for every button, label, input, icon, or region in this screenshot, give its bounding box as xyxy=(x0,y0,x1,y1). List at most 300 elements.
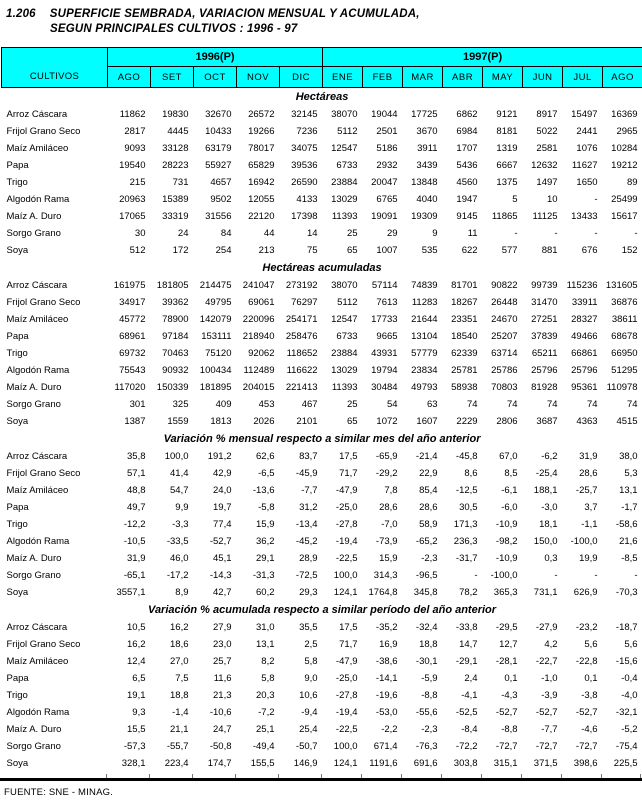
value-cell: -96,5 xyxy=(415,569,438,581)
value-cell: 2229 xyxy=(456,415,478,427)
value-cell: 15389 xyxy=(162,193,189,205)
value-cell: 65829 xyxy=(248,159,275,171)
crop-label: Algodón Rama xyxy=(6,193,70,205)
value-cell: 254 xyxy=(215,244,232,256)
value-cell: -12,5 xyxy=(455,484,478,496)
crop-label: Sorgo Grano xyxy=(6,569,61,581)
value-cell: 38,0 xyxy=(619,450,638,462)
value-cell: 142079 xyxy=(199,313,232,325)
value-cell: 45772 xyxy=(119,313,146,325)
value-cell: 81928 xyxy=(531,381,558,393)
crop-label: Frijol Grano Seco xyxy=(6,296,81,308)
value-cell: 6667 xyxy=(496,159,518,171)
value-cell: -10,6 xyxy=(209,706,232,718)
value-cell: 453 xyxy=(258,398,275,410)
value-cell: - xyxy=(514,227,518,239)
source-note: FUENTE: SNE - MINAG. xyxy=(4,786,114,798)
value-cell: 5186 xyxy=(376,142,398,154)
value-cell: 13029 xyxy=(331,193,358,205)
table-row xyxy=(2,208,642,225)
table-row xyxy=(2,482,642,499)
crop-label: Algodón Rama xyxy=(6,706,70,718)
value-cell: 5,3 xyxy=(624,467,638,479)
value-cell: 131605 xyxy=(605,279,638,291)
value-cell: 1375 xyxy=(496,176,518,188)
value-cell: -38,6 xyxy=(375,655,398,667)
crop-label: Maíz A. Duro xyxy=(6,381,62,393)
value-cell: 3439 xyxy=(416,159,438,171)
value-cell: 36876 xyxy=(611,296,638,308)
value-cell: 36,2 xyxy=(256,535,275,547)
value-cell: 65 xyxy=(346,244,358,256)
value-cell: 4363 xyxy=(576,415,598,427)
value-cell: -19,6 xyxy=(375,689,398,701)
value-cell: 25 xyxy=(346,398,358,410)
column-tick xyxy=(322,774,362,778)
value-cell: 37839 xyxy=(531,330,558,342)
value-cell: 9665 xyxy=(376,330,398,342)
crop-label: Maíz Amiláceo xyxy=(6,313,69,325)
value-cell: 1707 xyxy=(456,142,478,154)
value-cell: 19,1 xyxy=(127,689,146,701)
value-cell: 254171 xyxy=(285,313,318,325)
value-cell: 6765 xyxy=(376,193,398,205)
column-tick xyxy=(107,774,150,778)
value-cell: 2817 xyxy=(124,125,146,137)
value-cell: 24670 xyxy=(491,313,518,325)
value-cell: 24,0 xyxy=(213,484,232,496)
table-row xyxy=(2,328,642,345)
value-cell: 3,7 xyxy=(584,501,598,513)
value-cell: 21644 xyxy=(411,313,438,325)
value-cell: 10 xyxy=(546,193,558,205)
value-cell: 25207 xyxy=(491,330,518,342)
value-cell: 9,0 xyxy=(304,672,318,684)
value-cell: 220096 xyxy=(242,313,275,325)
value-cell: 21,6 xyxy=(619,535,638,547)
section-title-row xyxy=(2,601,642,619)
value-cell: 32670 xyxy=(205,108,232,120)
value-cell: 20047 xyxy=(371,176,398,188)
value-cell: 6733 xyxy=(336,330,358,342)
value-cell: 19044 xyxy=(371,108,398,120)
value-cell: -52,7 xyxy=(495,706,518,718)
value-cell: -45,8 xyxy=(455,450,478,462)
value-cell: -30,1 xyxy=(415,655,438,667)
value-cell: 512 xyxy=(129,244,146,256)
table-row xyxy=(2,687,642,704)
value-cell: 5,8 xyxy=(304,655,318,667)
value-cell: 78,2 xyxy=(459,586,478,598)
value-cell: 39536 xyxy=(291,159,318,171)
value-cell: 3911 xyxy=(417,142,438,154)
value-cell: 30 xyxy=(134,227,146,239)
value-cell: 28,9 xyxy=(299,552,318,564)
value-cell: 15497 xyxy=(571,108,598,120)
value-cell: 236,3 xyxy=(453,535,478,547)
value-cell: -75,4 xyxy=(615,740,638,752)
table-row xyxy=(2,670,642,687)
section-title-row xyxy=(2,259,642,277)
value-cell: 118652 xyxy=(286,347,318,359)
value-cell: 35,8 xyxy=(127,450,146,462)
value-cell: 25786 xyxy=(491,364,518,376)
value-cell: -7,2 xyxy=(258,706,275,718)
value-cell: 150,0 xyxy=(533,535,558,547)
value-cell: -72,2 xyxy=(455,740,478,752)
value-cell: -1,1 xyxy=(581,518,598,530)
value-cell: -32,1 xyxy=(615,706,638,718)
value-cell: 314,3 xyxy=(373,569,398,581)
value-cell: 5436 xyxy=(456,159,478,171)
value-cell: 69061 xyxy=(248,296,275,308)
value-cell: 75120 xyxy=(205,347,232,359)
value-cell: -47,9 xyxy=(335,484,358,496)
value-cell: 76297 xyxy=(291,296,318,308)
value-cell: 19,9 xyxy=(579,552,598,564)
year-header-1997: 1997(P) xyxy=(323,48,642,67)
value-cell: 89 xyxy=(627,176,638,188)
value-cell: 4040 xyxy=(416,193,438,205)
crop-label: Trigo xyxy=(6,518,28,530)
value-cell: 43931 xyxy=(371,347,398,359)
value-cell: 19266 xyxy=(248,125,275,137)
value-cell: -18,7 xyxy=(615,621,638,633)
value-cell: 622 xyxy=(461,244,478,256)
value-cell: -53,0 xyxy=(375,706,398,718)
value-cell: 30,5 xyxy=(459,501,478,513)
crop-label: Maíz Amiláceo xyxy=(6,142,69,154)
column-ticks xyxy=(1,774,641,778)
table-row xyxy=(2,516,642,533)
value-cell: 9093 xyxy=(124,142,146,154)
page-title-line1 xyxy=(6,7,642,22)
value-cell: 181805 xyxy=(156,279,189,291)
value-cell: 152 xyxy=(621,244,638,256)
value-cell: 16,2 xyxy=(127,638,146,650)
value-cell: 223,4 xyxy=(164,757,189,769)
value-cell: -13,4 xyxy=(295,518,318,530)
value-cell: 13433 xyxy=(571,210,598,222)
value-cell: 9121 xyxy=(496,108,518,120)
value-cell: 90822 xyxy=(491,279,518,291)
value-cell: - xyxy=(594,227,598,239)
value-cell: 26448 xyxy=(491,296,518,308)
value-cell: -32,4 xyxy=(415,621,438,633)
value-cell: 33911 xyxy=(571,296,598,308)
value-cell: 4133 xyxy=(296,193,318,205)
value-cell: -3,0 xyxy=(541,501,558,513)
value-cell: -70,3 xyxy=(615,586,638,598)
value-cell: -55,7 xyxy=(166,740,189,752)
value-cell: 75543 xyxy=(119,364,146,376)
value-cell: 1191,6 xyxy=(369,757,398,769)
value-cell: 3670 xyxy=(416,125,438,137)
value-cell: 18,1 xyxy=(539,518,558,530)
value-cell: 18267 xyxy=(451,296,478,308)
value-cell: 23884 xyxy=(331,347,358,359)
value-cell: -50,8 xyxy=(209,740,232,752)
value-cell: -33,8 xyxy=(455,621,478,633)
value-cell: 9502 xyxy=(210,193,232,205)
value-cell: 17065 xyxy=(119,210,146,222)
value-cell: 258476 xyxy=(285,330,318,342)
value-cell: 241047 xyxy=(242,279,275,291)
table-row xyxy=(2,448,642,465)
value-cell: -31,3 xyxy=(252,569,275,581)
value-cell: 63 xyxy=(426,398,438,410)
month-header: JUL xyxy=(563,67,603,88)
value-cell: -3,9 xyxy=(541,689,558,701)
value-cell: 19794 xyxy=(371,364,398,376)
value-cell: 66861 xyxy=(571,347,598,359)
month-header: SET xyxy=(151,67,194,88)
value-cell: 26590 xyxy=(291,176,318,188)
value-cell: 2965 xyxy=(616,125,638,137)
month-header: DIC xyxy=(280,67,323,88)
value-cell: 161975 xyxy=(113,279,146,291)
value-cell: -55,6 xyxy=(415,706,438,718)
crop-label: Maíz A. Duro xyxy=(6,210,62,222)
value-cell: 58938 xyxy=(451,381,478,393)
value-cell: 33319 xyxy=(162,210,189,222)
table-row xyxy=(2,465,642,482)
value-cell: 11862 xyxy=(119,108,146,120)
value-cell: -29,5 xyxy=(495,621,518,633)
value-cell: 14 xyxy=(306,227,318,239)
value-cell: -72,7 xyxy=(495,740,518,752)
value-cell: -33,5 xyxy=(166,535,189,547)
value-cell: 204015 xyxy=(242,381,275,393)
value-cell: 33128 xyxy=(162,142,189,154)
table-row xyxy=(2,721,642,738)
value-cell: 7,5 xyxy=(175,672,189,684)
value-cell: 34075 xyxy=(291,142,318,154)
value-cell: 84 xyxy=(220,227,232,239)
value-cell: -4,3 xyxy=(501,689,518,701)
column-tick xyxy=(1,774,107,778)
value-cell: - xyxy=(594,569,598,581)
column-tick xyxy=(150,774,193,778)
value-cell: 58,9 xyxy=(419,518,438,530)
value-cell: 3687 xyxy=(536,415,558,427)
value-cell: 12,4 xyxy=(127,655,146,667)
value-cell: 5022 xyxy=(536,125,558,137)
column-tick xyxy=(602,774,641,778)
value-cell: 116622 xyxy=(286,364,318,376)
value-cell: 1947 xyxy=(456,193,478,205)
crop-label: Sorgo Grano xyxy=(6,740,61,752)
value-cell: 12055 xyxy=(248,193,275,205)
section-title: Hectáreas xyxy=(295,91,349,104)
month-header: AGO xyxy=(603,67,642,88)
value-cell: 46,0 xyxy=(170,552,189,564)
value-cell: 10284 xyxy=(611,142,638,154)
value-cell: -22,5 xyxy=(335,723,358,735)
value-cell: -7,7 xyxy=(541,723,558,735)
value-cell: 214475 xyxy=(199,279,232,291)
value-cell: 691,6 xyxy=(413,757,438,769)
value-cell: - xyxy=(554,227,558,239)
value-cell: 31,0 xyxy=(256,621,275,633)
value-cell: 2932 xyxy=(376,159,398,171)
crop-label: Maíz A. Duro xyxy=(6,723,62,735)
value-cell: 23,0 xyxy=(213,638,232,650)
value-cell: 25,4 xyxy=(299,723,318,735)
table-header xyxy=(2,48,642,88)
value-cell: 70463 xyxy=(162,347,189,359)
value-cell: 66950 xyxy=(611,347,638,359)
value-cell: 16942 xyxy=(248,176,275,188)
value-cell: 5112 xyxy=(337,125,358,137)
value-cell: 325 xyxy=(172,398,189,410)
value-cell: -14,1 xyxy=(375,672,398,684)
value-cell: 20963 xyxy=(119,193,146,205)
value-cell: -5,2 xyxy=(621,723,638,735)
value-cell: 5,8 xyxy=(261,672,275,684)
value-cell: -52,7 xyxy=(575,706,598,718)
crop-label: Papa xyxy=(6,330,29,342)
value-cell: 74 xyxy=(506,398,518,410)
value-cell: -3,8 xyxy=(581,689,598,701)
crop-label: Trigo xyxy=(6,176,28,188)
value-cell: 20,3 xyxy=(256,689,275,701)
month-header: ENE xyxy=(323,67,363,88)
value-cell: 8,6 xyxy=(464,467,478,479)
month-header: MAY xyxy=(483,67,523,88)
value-cell: 124,1 xyxy=(333,586,358,598)
value-cell: 2581 xyxy=(536,142,558,154)
value-cell: -31,7 xyxy=(455,552,478,564)
value-cell: 11627 xyxy=(571,159,598,171)
value-cell: 1813 xyxy=(210,415,232,427)
value-cell: -15,6 xyxy=(615,655,638,667)
value-cell: 62,6 xyxy=(256,450,275,462)
value-cell: -8,5 xyxy=(621,552,638,564)
value-cell: -22,5 xyxy=(335,552,358,564)
column-tick xyxy=(522,774,562,778)
value-cell: 10,5 xyxy=(127,621,146,633)
section-title-row xyxy=(2,430,642,448)
value-cell: 25,1 xyxy=(256,723,275,735)
value-cell: 626,9 xyxy=(573,586,598,598)
title-block xyxy=(0,0,642,37)
value-cell: 124,1 xyxy=(333,757,358,769)
value-cell: -50,7 xyxy=(295,740,318,752)
crop-label: Frijol Grano Seco xyxy=(6,125,81,137)
crop-label: Soya xyxy=(6,244,29,256)
value-cell: -12,2 xyxy=(123,518,146,530)
value-cell: 69732 xyxy=(119,347,146,359)
value-cell: 12547 xyxy=(331,313,358,325)
value-cell: 4657 xyxy=(210,176,232,188)
crop-label: Maíz A. Duro xyxy=(6,552,62,564)
value-cell: 17,5 xyxy=(339,450,358,462)
crop-label: Trigo xyxy=(6,347,28,359)
section-title: Variación % mensual respecto a similar mes del año anterior xyxy=(163,433,481,445)
value-cell: -49,4 xyxy=(252,740,275,752)
value-cell: 7613 xyxy=(376,296,398,308)
value-cell: 13848 xyxy=(411,176,438,188)
table-row xyxy=(2,413,642,430)
value-cell: -4,6 xyxy=(581,723,598,735)
value-cell: 19830 xyxy=(162,108,189,120)
column-tick xyxy=(402,774,442,778)
month-header: ABR xyxy=(443,67,483,88)
value-cell: - xyxy=(474,569,478,581)
crop-label: Papa xyxy=(6,672,29,684)
value-cell: 9145 xyxy=(456,210,478,222)
value-cell: 19212 xyxy=(611,159,638,171)
value-cell: 77,4 xyxy=(213,518,232,530)
value-cell: 13,1 xyxy=(619,484,638,496)
value-cell: -72,7 xyxy=(575,740,598,752)
table-row xyxy=(2,567,642,584)
value-cell: 273192 xyxy=(285,279,318,291)
value-cell: -10,9 xyxy=(495,518,518,530)
value-cell: 13,1 xyxy=(256,638,275,650)
value-cell: 29,3 xyxy=(299,586,318,598)
value-cell: 8181 xyxy=(496,125,518,137)
value-cell: 71,7 xyxy=(339,467,358,479)
value-cell: 213 xyxy=(258,244,275,256)
value-cell: 146,9 xyxy=(293,757,318,769)
value-cell: 24 xyxy=(177,227,189,239)
value-cell: 35,5 xyxy=(299,621,318,633)
value-cell: 24,7 xyxy=(213,723,232,735)
value-cell: 27,0 xyxy=(170,655,189,667)
value-cell: 7,8 xyxy=(384,484,398,496)
table-row xyxy=(2,584,642,601)
value-cell: 1387 xyxy=(124,415,146,427)
value-cell: 38611 xyxy=(611,313,638,325)
value-cell: 55927 xyxy=(205,159,232,171)
section-title: Hectáreas acumuladas xyxy=(262,262,382,274)
value-cell: -65,2 xyxy=(415,535,438,547)
value-cell: 16369 xyxy=(611,108,638,120)
value-cell: - xyxy=(634,569,638,581)
value-cell: 100434 xyxy=(199,364,232,376)
value-cell: -1,0 xyxy=(541,672,558,684)
value-cell: -8,8 xyxy=(501,723,518,735)
crop-label: Sorgo Grano xyxy=(6,227,61,239)
value-cell: 0,1 xyxy=(584,672,598,684)
value-cell: 577 xyxy=(501,244,518,256)
value-cell: 78017 xyxy=(248,142,275,154)
value-cell: 115236 xyxy=(566,279,598,291)
value-cell: 117020 xyxy=(114,381,146,393)
crop-label: Arroz Cáscara xyxy=(6,621,68,633)
title-text-1: SUPERFICIE SEMBRADA, VARIACION MENSUAL Y ACUMULADA, xyxy=(49,8,420,20)
page-title-line2: SEGUN PRINCIPALES CULTIVOS : 1996 - 97 xyxy=(50,23,298,35)
value-cell: 18,8 xyxy=(419,638,438,650)
value-cell: 49795 xyxy=(205,296,232,308)
value-cell: -9,4 xyxy=(301,706,318,718)
value-cell: 21,1 xyxy=(170,723,189,735)
value-cell: 97184 xyxy=(162,330,189,342)
table-row xyxy=(2,704,642,721)
value-cell: -27,9 xyxy=(535,621,558,633)
crop-label: Soya xyxy=(6,586,29,598)
value-cell: 1650 xyxy=(576,176,598,188)
value-cell: 68678 xyxy=(611,330,638,342)
value-cell: 85,4 xyxy=(419,484,438,496)
value-cell: 74 xyxy=(627,398,638,410)
value-cell: 112489 xyxy=(243,364,275,376)
value-cell: 5,6 xyxy=(624,638,638,650)
value-cell: 4560 xyxy=(456,176,478,188)
value-cell: 67,0 xyxy=(499,450,518,462)
